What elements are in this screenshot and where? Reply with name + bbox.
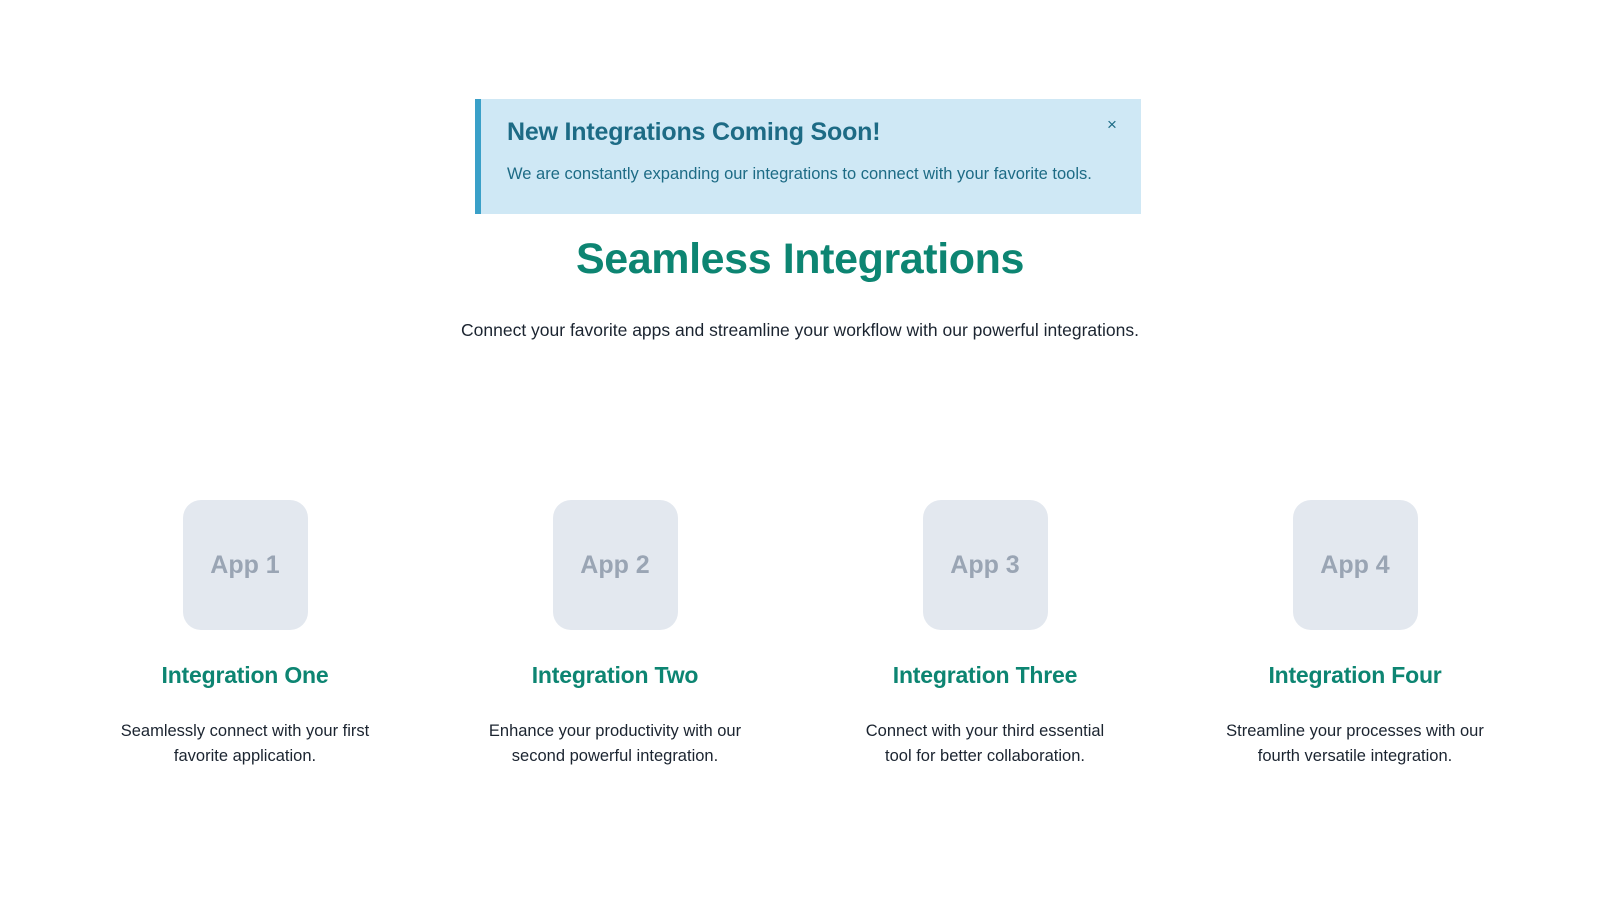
integration-card[interactable]	[840, 500, 1130, 769]
integration-title: Integration Four	[1268, 662, 1442, 688]
integration-title: Integration One	[161, 662, 329, 688]
page-subtitle: Connect your favorite apps and streamline your workflow with our powerful integrations.	[461, 320, 1139, 340]
integration-logo: App 3	[923, 500, 1048, 630]
integration-logo: App 1	[183, 500, 308, 630]
integration-description: Enhance your productivity with our second powerful integration.	[488, 722, 742, 765]
integration-card[interactable]	[100, 500, 390, 769]
integration-logo: App 2	[553, 500, 678, 630]
integration-card[interactable]	[470, 500, 760, 769]
announcement-banner	[475, 99, 1141, 214]
page-title: Seamless Integrations	[575, 235, 1025, 283]
integration-description: Connect with your third essential tool for better collaboration.	[865, 722, 1105, 765]
integration-logo: App 4	[1293, 500, 1418, 630]
integration-description: Streamline your processes with our fourth versatile integration.	[1226, 722, 1484, 765]
integration-description: Seamlessly connect with your first favorite application.	[120, 722, 370, 765]
banner-message: We are constantly expanding our integrations to connect with your favorite tools.	[507, 165, 1092, 183]
integration-card[interactable]	[1210, 500, 1500, 769]
integration-title: Integration Three	[892, 662, 1078, 688]
integration-title: Integration Two	[531, 662, 699, 688]
integrations-grid	[100, 500, 1500, 769]
close-icon[interactable]: ×	[1099, 111, 1125, 137]
banner-title: New Integrations Coming Soon!	[507, 118, 881, 146]
